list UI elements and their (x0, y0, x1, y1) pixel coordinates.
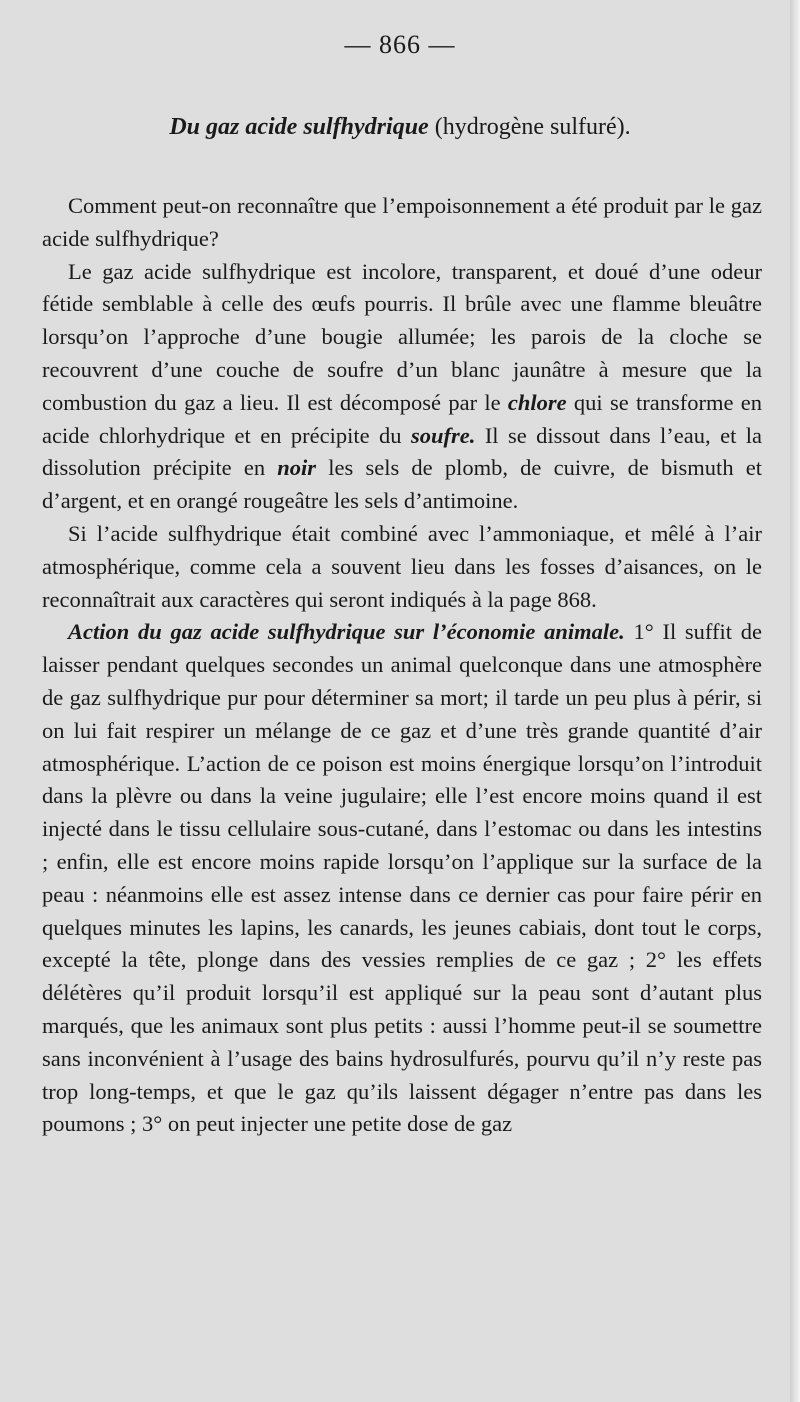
paragraph-text: Comment peut-on reconnaître que l’empoisonnement a été produit par le gaz acide sulfhydrique? (42, 193, 762, 251)
italic-term: noir (277, 455, 317, 481)
paragraph-text: qui se transforme en acide chlorhydrique et en précipite du (42, 389, 762, 448)
paragraph-text: Le gaz acide sulfhydrique est incolore, transparent, et doué d’une odeur fétide semblable à celle des œufs pourris. Il brûle avec une flamme bleuâtre lorsqu’on l’approche d’une bougie allumée; les parois de la cloche se recouvrent d’une couche de soufre d’un blanc jaunâtre à mesure que la combustion du gaz a lieu. Il est décomposé par le (42, 258, 762, 415)
paragraph-text: Il se dissout dans l’eau, et la dissolution précipite en (42, 422, 762, 481)
paragraph-action (42, 616, 762, 1141)
paragraph-ammonia (42, 518, 762, 616)
paragraph-text: les sels de plomb, de cuivre, de bismuth et d’argent, et en orangé rougeâtre les sels d’antimoine. (42, 455, 762, 514)
italic-subheading: Action du gaz acide sulfhydrique sur l’économie animale. (68, 619, 625, 645)
paragraph-properties (42, 256, 762, 518)
italic-term: soufre. (410, 422, 476, 448)
heading-italic: Du gaz acide sulfhydrique (169, 114, 429, 140)
page-edge (790, 0, 800, 1402)
body-text (42, 190, 762, 1141)
paragraph-text: Si l’acide sulfhydrique était combiné avec l’ammoniaque, et mêlé à l’air atmosphérique, comme cela a souvent lieu dans les fosses d’aisances, on le reconnaîtrait aux caractères qui seront indiqués à la page 868. (42, 520, 762, 612)
italic-term: chlore (507, 389, 567, 415)
section-heading (0, 114, 800, 141)
paragraph-text: 1° Il suffit de laisser pendant quelques secondes un animal quelconque dans une atmosphère de gaz sulfhydrique pur pour déterminer sa mort; il tarde un peu plus à périr, si on lui fait respirer un mélange de ce gaz et d’une très grande quantité d’air atmosphérique. L’action de ce poison est moins énergique lorsqu’on l’introduit dans la plèvre ou dans la veine jugulaire; elle l’est encore moins quand il est injecté dans le tissu cellulaire sous-cutané, dans l’estomac ou dans les intestins ; enfin, elle est encore moins rapide lorsqu’on l’applique sur la surface de la peau : néanmoins elle est assez intense dans ce dernier cas pour faire périr en quelques minutes les lapins, les canards, les jeunes cabiais, dont tout le corps, excepté la tête, plonge dans des vessies remplies de ce gaz ; 2° les effets délétères qu’il produit lorsqu’il est appliqué sur la peau sont d’autant plus marqués, que les animaux sont plus petits : aussi l’homme peut-il se soumettre sans inconvénient à l’usage des bains hydrosulfurés, pourvu qu’il n’y reste pas trop long-temps, et que le gaz qu’ils laissent dégager n’entre pas dans les poumons ; 3° on peut injecter une petite dose de gaz (42, 619, 762, 1137)
heading-roman: (hydrogène sulfuré). (434, 114, 631, 140)
page-number: — 866 — (344, 30, 456, 59)
paragraph-question (42, 190, 762, 256)
